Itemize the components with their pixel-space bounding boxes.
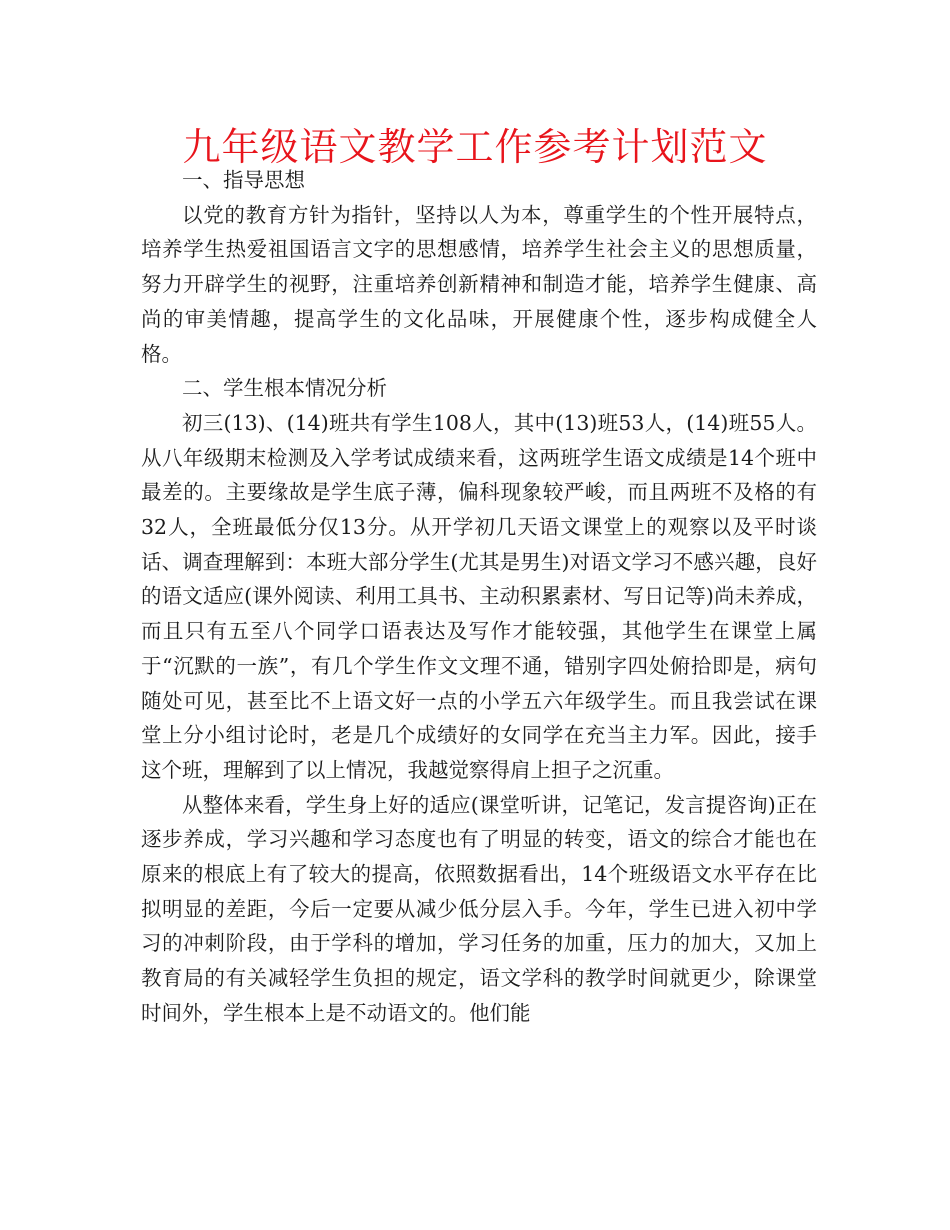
- paragraph-student-analysis-1: 初三(13)、(14)班共有学生108人，其中(13)班53人，(14)班55人。从八年级期末检测及入学考试成绩来看，这两班学生语文成绩是14个班中最差的。主要缘故是学生底子薄，偏科现象较严峻，而且两班不及格的有32人，全班最低分仅13分。从开学初几天语文课堂上的观察以及平时谈话、调查理解到：本班大部分学生(尤其是男生)对语文学习不感兴趣，良好的语文适应(课外阅读、利用工具书、主动积累素材、写日记等)尚未养成，而且只有五至八个同学口语表达及写作才能较强，其他学生在课堂上属于“沉默的一族”，有几个学生作文文理不通，错别字四处俯拾即是，病句随处可见，甚至比不上语文好一点的小学五六年级学生。而且我尝试在课堂上分小组讨论时，老是几个成绩好的女同学在充当主力军。因此，接手这个班，理解到了以上情况，我越觉察得肩上担子之沉重。: [141, 410, 817, 782]
- document-title: 九年级语文教学工作参考计划范文: [182, 125, 768, 169]
- paragraph-student-analysis-2: 从整体来看，学生身上好的适应(课堂听讲，记笔记，发言提咨询)正在逐步养成，学习兴趣和学习态度也有了明显的转变，语文的综合才能也在原来的根底上有了较大的提高，依照数据看出，14个班级语文水平存在比拟明显的差距，今后一定要从减少低分层入手。今年，学生已进入初中学习的冲刺阶段，由于学科的增加，学习任务的加重，压力的加大，又加上教育局的有关减轻学生负担的规定，语文学科的教学时间就更少，除课堂时间外，学生根本上是不动语文的。他们能: [141, 792, 817, 1025]
- section-heading-student-analysis: 二、学生根本情况分析: [182, 376, 387, 401]
- paragraph-guiding-thought: 以党的教育方针为指针，坚持以人为本，尊重学生的个性开展特点，培养学生热爱祖国语言文字的思想感情，培养学生社会主义的思想质量，努力开辟学生的视野，注重培养创新精神和制造才能，培养学生健康、高尚的审美情趣，提高学生的文化品味，开展健康个性，逐步构成健全人格。: [141, 202, 817, 366]
- document-body: [141, 163, 817, 1031]
- section-heading-guiding-thought: 一、指导思想: [182, 168, 305, 192]
